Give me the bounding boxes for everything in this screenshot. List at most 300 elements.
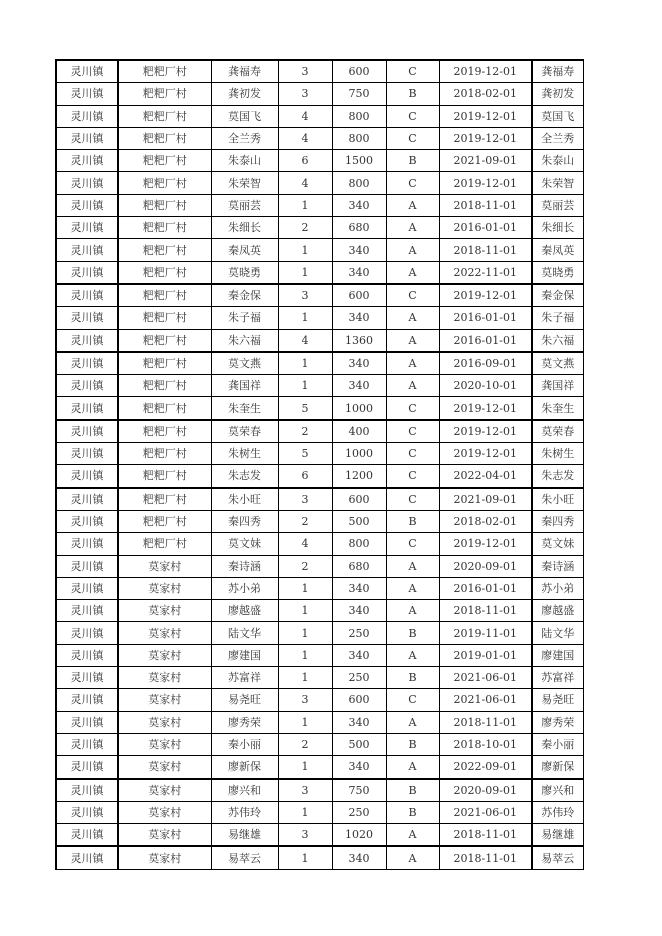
people-count-cell[interactable]: 3: [278, 824, 332, 847]
recipient-cell[interactable]: 秦四秀: [532, 510, 583, 532]
category-cell[interactable]: A: [386, 307, 439, 329]
recipient-cell[interactable]: 莫晓勇: [532, 261, 583, 284]
village-cell[interactable]: 粑粑厂村: [118, 533, 211, 555]
recipient-cell[interactable]: 朱泰山: [532, 150, 583, 172]
recipient-cell[interactable]: 秦诗涵: [532, 555, 583, 577]
date-cell[interactable]: 2022-11-01: [439, 261, 532, 284]
people-count-cell[interactable]: 3: [278, 83, 332, 105]
householder-cell[interactable]: 易萃云: [211, 846, 278, 869]
recipient-cell[interactable]: 全兰秀: [532, 127, 583, 149]
date-cell[interactable]: 2019-12-01: [439, 420, 532, 443]
village-cell[interactable]: 粑粑厂村: [118, 375, 211, 397]
householder-cell[interactable]: 莫丽芸: [211, 194, 278, 216]
amount-cell[interactable]: 750: [332, 779, 386, 802]
village-cell[interactable]: 粑粑厂村: [118, 217, 211, 239]
category-cell[interactable]: A: [386, 329, 439, 352]
people-count-cell[interactable]: 1: [278, 600, 332, 622]
village-cell[interactable]: 莫家村: [118, 667, 211, 689]
town-cell[interactable]: 灵川镇: [56, 261, 118, 284]
date-cell[interactable]: 2018-11-01: [439, 846, 532, 869]
householder-cell[interactable]: 秦四秀: [211, 510, 278, 532]
spreadsheet-table: [55, 59, 584, 870]
town-cell[interactable]: 灵川镇: [56, 846, 118, 869]
amount-cell[interactable]: 340: [332, 194, 386, 216]
village-cell[interactable]: 莫家村: [118, 689, 211, 711]
householder-cell[interactable]: 朱树生: [211, 443, 278, 465]
category-cell[interactable]: C: [386, 105, 439, 127]
recipient-cell[interactable]: 秦凤英: [532, 239, 583, 261]
people-count-cell[interactable]: 4: [278, 127, 332, 149]
people-count-cell[interactable]: 1: [278, 352, 332, 375]
recipient-cell[interactable]: 秦金保: [532, 284, 583, 307]
people-count-cell[interactable]: 2: [278, 420, 332, 443]
people-count-cell[interactable]: 3: [278, 779, 332, 802]
amount-cell[interactable]: 340: [332, 711, 386, 733]
table-row: [56, 533, 583, 555]
village-cell[interactable]: 粑粑厂村: [118, 83, 211, 105]
people-count-cell[interactable]: 1: [278, 644, 332, 666]
category-cell[interactable]: C: [386, 172, 439, 194]
recipient-cell[interactable]: 朱细长: [532, 217, 583, 239]
date-cell[interactable]: 2020-10-01: [439, 375, 532, 397]
householder-cell[interactable]: 苏伟玲: [211, 801, 278, 823]
village-cell[interactable]: 莫家村: [118, 733, 211, 755]
town-cell[interactable]: 灵川镇: [56, 779, 118, 802]
table-row: [56, 622, 583, 644]
householder-cell[interactable]: 朱泰山: [211, 150, 278, 172]
householder-cell[interactable]: 朱细长: [211, 217, 278, 239]
people-count-cell[interactable]: 4: [278, 533, 332, 555]
village-cell[interactable]: 粑粑厂村: [118, 443, 211, 465]
amount-cell[interactable]: 680: [332, 555, 386, 577]
village-cell[interactable]: 莫家村: [118, 801, 211, 823]
date-cell[interactable]: 2018-11-01: [439, 600, 532, 622]
town-cell[interactable]: 灵川镇: [56, 465, 118, 488]
date-cell[interactable]: 2016-01-01: [439, 217, 532, 239]
village-cell[interactable]: 粑粑厂村: [118, 510, 211, 532]
category-cell[interactable]: A: [386, 577, 439, 599]
recipient-cell[interactable]: 廖秀荣: [532, 711, 583, 733]
category-cell[interactable]: C: [386, 397, 439, 420]
village-cell[interactable]: 粑粑厂村: [118, 307, 211, 329]
town-cell[interactable]: 灵川镇: [56, 488, 118, 511]
recipient-cell[interactable]: 陆文华: [532, 622, 583, 644]
amount-cell[interactable]: 340: [332, 846, 386, 869]
householder-cell[interactable]: 廖建国: [211, 644, 278, 666]
town-cell[interactable]: 灵川镇: [56, 824, 118, 847]
people-count-cell[interactable]: 6: [278, 465, 332, 488]
recipient-cell[interactable]: 易萃云: [532, 846, 583, 869]
village-cell[interactable]: 粑粑厂村: [118, 284, 211, 307]
amount-cell[interactable]: 250: [332, 622, 386, 644]
householder-cell[interactable]: 龚福寿: [211, 60, 278, 83]
category-cell[interactable]: A: [386, 756, 439, 779]
date-cell[interactable]: 2018-11-01: [439, 194, 532, 216]
date-cell[interactable]: 2018-11-01: [439, 711, 532, 733]
town-cell[interactable]: 灵川镇: [56, 83, 118, 105]
date-cell[interactable]: 2019-12-01: [439, 105, 532, 127]
people-count-cell[interactable]: 1: [278, 846, 332, 869]
table-row: [56, 194, 583, 216]
recipient-cell[interactable]: 莫荣春: [532, 420, 583, 443]
householder-cell[interactable]: 陆文华: [211, 622, 278, 644]
householder-cell[interactable]: 廖越盛: [211, 600, 278, 622]
recipient-cell[interactable]: 龚国祥: [532, 375, 583, 397]
date-cell[interactable]: 2019-12-01: [439, 127, 532, 149]
town-cell[interactable]: 灵川镇: [56, 239, 118, 261]
village-cell[interactable]: 粑粑厂村: [118, 488, 211, 511]
amount-cell[interactable]: 1020: [332, 824, 386, 847]
householder-cell[interactable]: 秦凤英: [211, 239, 278, 261]
people-count-cell[interactable]: 1: [278, 711, 332, 733]
category-cell[interactable]: B: [386, 510, 439, 532]
table-row: [56, 465, 583, 488]
date-cell[interactable]: 2019-12-01: [439, 443, 532, 465]
town-cell[interactable]: 灵川镇: [56, 172, 118, 194]
amount-cell[interactable]: 1500: [332, 150, 386, 172]
town-cell[interactable]: 灵川镇: [56, 60, 118, 83]
amount-cell[interactable]: 680: [332, 217, 386, 239]
village-cell[interactable]: 粑粑厂村: [118, 329, 211, 352]
category-cell[interactable]: A: [386, 846, 439, 869]
people-count-cell[interactable]: 1: [278, 577, 332, 599]
table-row: [56, 217, 583, 239]
amount-cell[interactable]: 600: [332, 284, 386, 307]
date-cell[interactable]: 2018-11-01: [439, 239, 532, 261]
category-cell[interactable]: C: [386, 284, 439, 307]
category-cell[interactable]: B: [386, 779, 439, 802]
householder-cell[interactable]: 秦金保: [211, 284, 278, 307]
date-cell[interactable]: 2018-02-01: [439, 83, 532, 105]
amount-cell[interactable]: 600: [332, 689, 386, 711]
category-cell[interactable]: B: [386, 801, 439, 823]
category-cell[interactable]: B: [386, 622, 439, 644]
householder-cell[interactable]: 莫文妹: [211, 533, 278, 555]
householder-cell[interactable]: 朱子福: [211, 307, 278, 329]
recipient-cell[interactable]: 朱六福: [532, 329, 583, 352]
category-cell[interactable]: A: [386, 824, 439, 847]
amount-cell[interactable]: 400: [332, 420, 386, 443]
amount-cell[interactable]: 250: [332, 801, 386, 823]
recipient-cell[interactable]: 朱小旺: [532, 488, 583, 511]
amount-cell[interactable]: 340: [332, 352, 386, 375]
people-count-cell[interactable]: 4: [278, 329, 332, 352]
people-count-cell[interactable]: 1: [278, 622, 332, 644]
householder-cell[interactable]: 朱志发: [211, 465, 278, 488]
date-cell[interactable]: 2016-01-01: [439, 577, 532, 599]
date-cell[interactable]: 2019-01-01: [439, 644, 532, 666]
householder-cell[interactable]: 朱六福: [211, 329, 278, 352]
village-cell[interactable]: 粑粑厂村: [118, 352, 211, 375]
recipient-cell[interactable]: 廖越盛: [532, 600, 583, 622]
table-row: [56, 397, 583, 420]
amount-cell[interactable]: 1000: [332, 443, 386, 465]
recipient-cell[interactable]: 廖建国: [532, 644, 583, 666]
people-count-cell[interactable]: 2: [278, 217, 332, 239]
village-cell[interactable]: 粑粑厂村: [118, 105, 211, 127]
people-count-cell[interactable]: 4: [278, 105, 332, 127]
town-cell[interactable]: 灵川镇: [56, 533, 118, 555]
category-cell[interactable]: C: [386, 443, 439, 465]
village-cell[interactable]: 莫家村: [118, 622, 211, 644]
village-cell[interactable]: 粑粑厂村: [118, 239, 211, 261]
people-count-cell[interactable]: 1: [278, 375, 332, 397]
category-cell[interactable]: C: [386, 689, 439, 711]
town-cell[interactable]: 灵川镇: [56, 194, 118, 216]
amount-cell[interactable]: 800: [332, 127, 386, 149]
table-row: [56, 172, 583, 194]
town-cell[interactable]: 灵川镇: [56, 397, 118, 420]
table-row: [56, 510, 583, 532]
amount-cell[interactable]: 340: [332, 644, 386, 666]
town-cell[interactable]: 灵川镇: [56, 600, 118, 622]
category-cell[interactable]: A: [386, 217, 439, 239]
date-cell[interactable]: 2019-12-01: [439, 284, 532, 307]
town-cell[interactable]: 灵川镇: [56, 375, 118, 397]
people-count-cell[interactable]: 2: [278, 555, 332, 577]
date-cell[interactable]: 2022-04-01: [439, 465, 532, 488]
date-cell[interactable]: 2018-10-01: [439, 733, 532, 755]
recipient-cell[interactable]: 廖新保: [532, 756, 583, 779]
village-cell[interactable]: 莫家村: [118, 711, 211, 733]
category-cell[interactable]: A: [386, 239, 439, 261]
amount-cell[interactable]: 1360: [332, 329, 386, 352]
recipient-cell[interactable]: 秦小丽: [532, 733, 583, 755]
date-cell[interactable]: 2020-09-01: [439, 555, 532, 577]
recipient-cell[interactable]: 龚福寿: [532, 60, 583, 83]
category-cell[interactable]: B: [386, 150, 439, 172]
recipient-cell[interactable]: 龚初发: [532, 83, 583, 105]
householder-cell[interactable]: 廖秀荣: [211, 711, 278, 733]
town-cell[interactable]: 灵川镇: [56, 352, 118, 375]
recipient-cell[interactable]: 廖兴和: [532, 779, 583, 802]
recipient-cell[interactable]: 朱子福: [532, 307, 583, 329]
recipient-cell[interactable]: 莫国飞: [532, 105, 583, 127]
people-count-cell[interactable]: 1: [278, 194, 332, 216]
people-count-cell[interactable]: 5: [278, 443, 332, 465]
householder-cell[interactable]: 易继雄: [211, 824, 278, 847]
table-row: [56, 420, 583, 443]
people-count-cell[interactable]: 4: [278, 172, 332, 194]
householder-cell[interactable]: 全兰秀: [211, 127, 278, 149]
people-count-cell[interactable]: 3: [278, 284, 332, 307]
town-cell[interactable]: 灵川镇: [56, 733, 118, 755]
village-cell[interactable]: 莫家村: [118, 555, 211, 577]
householder-cell[interactable]: 廖兴和: [211, 779, 278, 802]
village-cell[interactable]: 粑粑厂村: [118, 150, 211, 172]
date-cell[interactable]: 2019-12-01: [439, 172, 532, 194]
date-cell[interactable]: 2016-01-01: [439, 307, 532, 329]
date-cell[interactable]: 2019-12-01: [439, 397, 532, 420]
date-cell[interactable]: 2021-06-01: [439, 689, 532, 711]
date-cell[interactable]: 2019-12-01: [439, 533, 532, 555]
category-cell[interactable]: A: [386, 261, 439, 284]
category-cell[interactable]: B: [386, 733, 439, 755]
village-cell[interactable]: 粑粑厂村: [118, 127, 211, 149]
village-cell[interactable]: 粑粑厂村: [118, 60, 211, 83]
recipient-cell[interactable]: 苏富祥: [532, 667, 583, 689]
town-cell[interactable]: 灵川镇: [56, 711, 118, 733]
people-count-cell[interactable]: 2: [278, 510, 332, 532]
town-cell[interactable]: 灵川镇: [56, 105, 118, 127]
category-cell[interactable]: A: [386, 375, 439, 397]
category-cell[interactable]: C: [386, 420, 439, 443]
people-count-cell[interactable]: 1: [278, 261, 332, 284]
householder-cell[interactable]: 苏富祥: [211, 667, 278, 689]
table-row: [56, 127, 583, 149]
town-cell[interactable]: 灵川镇: [56, 217, 118, 239]
table-row: [56, 733, 583, 755]
recipient-cell[interactable]: 莫丽芸: [532, 194, 583, 216]
householder-cell[interactable]: 苏小弟: [211, 577, 278, 599]
householder-cell[interactable]: 易尧旺: [211, 689, 278, 711]
people-count-cell[interactable]: 1: [278, 756, 332, 779]
recipient-cell[interactable]: 朱树生: [532, 443, 583, 465]
people-count-cell[interactable]: 1: [278, 307, 332, 329]
category-cell[interactable]: C: [386, 60, 439, 83]
householder-cell[interactable]: 莫国飞: [211, 105, 278, 127]
householder-cell[interactable]: 朱荣智: [211, 172, 278, 194]
village-cell[interactable]: 粑粑厂村: [118, 420, 211, 443]
town-cell[interactable]: 灵川镇: [56, 127, 118, 149]
town-cell[interactable]: 灵川镇: [56, 756, 118, 779]
date-cell[interactable]: 2019-12-01: [439, 60, 532, 83]
category-cell[interactable]: A: [386, 600, 439, 622]
amount-cell[interactable]: 340: [332, 261, 386, 284]
amount-cell[interactable]: 750: [332, 83, 386, 105]
people-count-cell[interactable]: 3: [278, 689, 332, 711]
date-cell[interactable]: 2021-06-01: [439, 801, 532, 823]
householder-cell[interactable]: 朱奎生: [211, 397, 278, 420]
amount-cell[interactable]: 340: [332, 307, 386, 329]
category-cell[interactable]: C: [386, 465, 439, 488]
amount-cell[interactable]: 800: [332, 533, 386, 555]
village-cell[interactable]: 粑粑厂村: [118, 465, 211, 488]
recipient-cell[interactable]: 莫文燕: [532, 352, 583, 375]
people-count-cell[interactable]: 3: [278, 60, 332, 83]
category-cell[interactable]: A: [386, 644, 439, 666]
town-cell[interactable]: 灵川镇: [56, 420, 118, 443]
village-cell[interactable]: 莫家村: [118, 644, 211, 666]
people-count-cell[interactable]: 2: [278, 733, 332, 755]
amount-cell[interactable]: 500: [332, 510, 386, 532]
householder-cell[interactable]: 朱小旺: [211, 488, 278, 511]
category-cell[interactable]: B: [386, 667, 439, 689]
people-count-cell[interactable]: 3: [278, 488, 332, 511]
village-cell[interactable]: 莫家村: [118, 577, 211, 599]
town-cell[interactable]: 灵川镇: [56, 329, 118, 352]
category-cell[interactable]: A: [386, 352, 439, 375]
recipient-cell[interactable]: 易继雄: [532, 824, 583, 847]
village-cell[interactable]: 粑粑厂村: [118, 397, 211, 420]
category-cell[interactable]: B: [386, 83, 439, 105]
amount-cell[interactable]: 1000: [332, 397, 386, 420]
recipient-cell[interactable]: 易尧旺: [532, 689, 583, 711]
people-count-cell[interactable]: 1: [278, 239, 332, 261]
people-count-cell[interactable]: 1: [278, 801, 332, 823]
date-cell[interactable]: 2022-09-01: [439, 756, 532, 779]
recipient-cell[interactable]: 苏小弟: [532, 577, 583, 599]
village-cell[interactable]: 莫家村: [118, 824, 211, 847]
town-cell[interactable]: 灵川镇: [56, 284, 118, 307]
date-cell[interactable]: 2019-11-01: [439, 622, 532, 644]
householder-cell[interactable]: 莫文燕: [211, 352, 278, 375]
category-cell[interactable]: A: [386, 555, 439, 577]
recipient-cell[interactable]: 朱奎生: [532, 397, 583, 420]
people-count-cell[interactable]: 6: [278, 150, 332, 172]
village-cell[interactable]: 莫家村: [118, 846, 211, 869]
village-cell[interactable]: 粑粑厂村: [118, 261, 211, 284]
amount-cell[interactable]: 600: [332, 60, 386, 83]
date-cell[interactable]: 2016-01-01: [439, 329, 532, 352]
amount-cell[interactable]: 340: [332, 375, 386, 397]
town-cell[interactable]: 灵川镇: [56, 577, 118, 599]
town-cell[interactable]: 灵川镇: [56, 622, 118, 644]
village-cell[interactable]: 莫家村: [118, 756, 211, 779]
householder-cell[interactable]: 莫晓勇: [211, 261, 278, 284]
amount-cell[interactable]: 340: [332, 239, 386, 261]
date-cell[interactable]: 2020-09-01: [439, 779, 532, 802]
date-cell[interactable]: 2018-11-01: [439, 824, 532, 847]
town-cell[interactable]: 灵川镇: [56, 307, 118, 329]
amount-cell[interactable]: 1200: [332, 465, 386, 488]
category-cell[interactable]: C: [386, 533, 439, 555]
category-cell[interactable]: A: [386, 711, 439, 733]
householder-cell[interactable]: 廖新保: [211, 756, 278, 779]
town-cell[interactable]: 灵川镇: [56, 443, 118, 465]
category-cell[interactable]: C: [386, 127, 439, 149]
village-cell[interactable]: 莫家村: [118, 600, 211, 622]
amount-cell[interactable]: 800: [332, 105, 386, 127]
recipient-cell[interactable]: 朱志发: [532, 465, 583, 488]
village-cell[interactable]: 粑粑厂村: [118, 172, 211, 194]
amount-cell[interactable]: 340: [332, 756, 386, 779]
town-cell[interactable]: 灵川镇: [56, 510, 118, 532]
amount-cell[interactable]: 250: [332, 667, 386, 689]
amount-cell[interactable]: 800: [332, 172, 386, 194]
category-cell[interactable]: A: [386, 194, 439, 216]
town-cell[interactable]: 灵川镇: [56, 689, 118, 711]
date-cell[interactable]: 2018-02-01: [439, 510, 532, 532]
village-cell[interactable]: 粑粑厂村: [118, 194, 211, 216]
householder-cell[interactable]: 秦小丽: [211, 733, 278, 755]
date-cell[interactable]: 2021-09-01: [439, 150, 532, 172]
householder-cell[interactable]: 龚国祥: [211, 375, 278, 397]
town-cell[interactable]: 灵川镇: [56, 667, 118, 689]
householder-cell[interactable]: 莫荣春: [211, 420, 278, 443]
people-count-cell[interactable]: 5: [278, 397, 332, 420]
householder-cell[interactable]: 龚初发: [211, 83, 278, 105]
people-count-cell[interactable]: 1: [278, 667, 332, 689]
date-cell[interactable]: 2016-09-01: [439, 352, 532, 375]
town-cell[interactable]: 灵川镇: [56, 555, 118, 577]
village-cell[interactable]: 莫家村: [118, 779, 211, 802]
amount-cell[interactable]: 600: [332, 488, 386, 511]
town-cell[interactable]: 灵川镇: [56, 801, 118, 823]
recipient-cell[interactable]: 朱荣智: [532, 172, 583, 194]
amount-cell[interactable]: 500: [332, 733, 386, 755]
town-cell[interactable]: 灵川镇: [56, 150, 118, 172]
category-cell[interactable]: C: [386, 488, 439, 511]
town-cell[interactable]: 灵川镇: [56, 644, 118, 666]
amount-cell[interactable]: 340: [332, 600, 386, 622]
amount-cell[interactable]: 340: [332, 577, 386, 599]
date-cell[interactable]: 2021-09-01: [439, 488, 532, 511]
householder-cell[interactable]: 秦诗涵: [211, 555, 278, 577]
recipient-cell[interactable]: 莫文妹: [532, 533, 583, 555]
date-cell[interactable]: 2021-06-01: [439, 667, 532, 689]
recipient-cell[interactable]: 苏伟玲: [532, 801, 583, 823]
